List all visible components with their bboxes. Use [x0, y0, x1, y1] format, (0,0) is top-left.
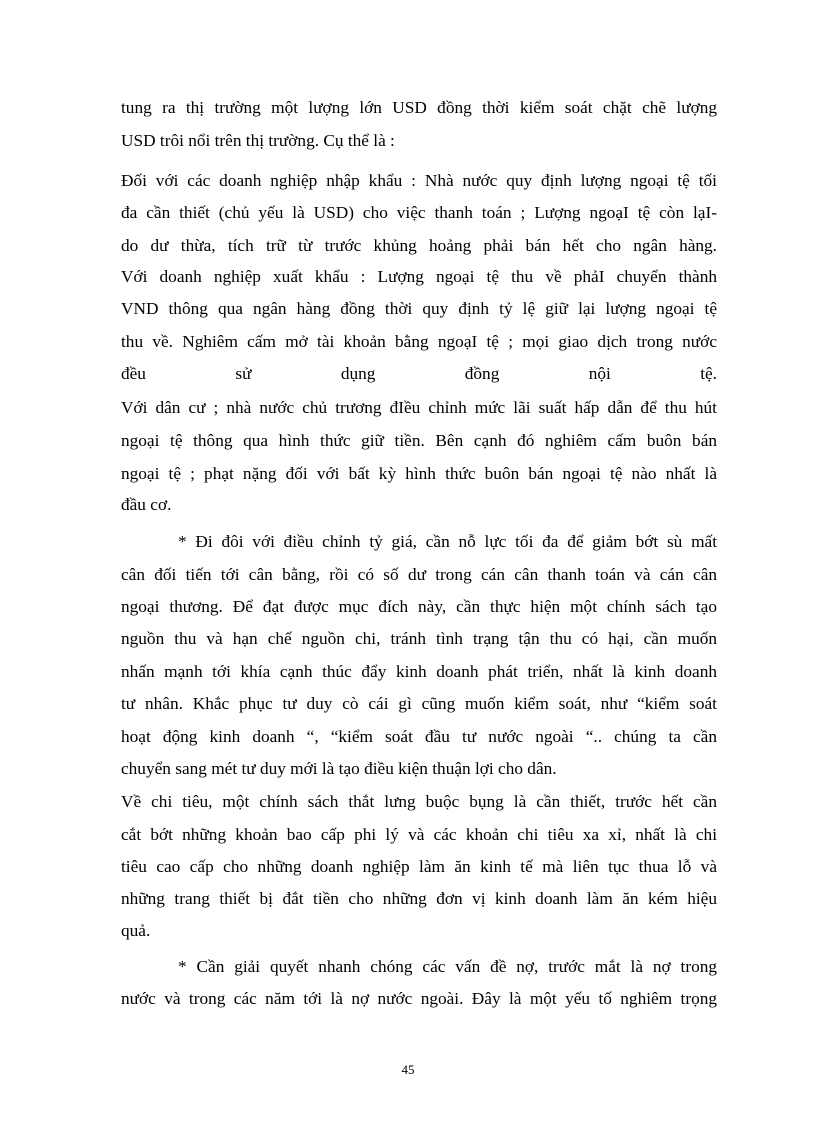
- text-line: cân đối tiến tới cân bằng, rồi có số dư trong cán cân thanh toán và cán cân: [121, 565, 717, 584]
- text-line: tiêu cao cấp cho những doanh nghiệp làm ăn kinh tế mà liên tục thua lỗ và: [121, 857, 717, 876]
- text-line: Về chi tiêu, một chính sách thắt lưng buộc bụng là cần thiết, trước hết cần: [121, 792, 717, 811]
- text-line: Với doanh nghiệp xuất khẩu : Lượng ngoại tệ thu về phảI chuyển thành: [121, 267, 717, 286]
- text-line: Đối với các doanh nghiệp nhập khẩu : Nhà nước quy định lượng ngoại tệ tối: [121, 171, 717, 190]
- text-line: tung ra thị trường một lượng lớn USD đồng thời kiểm soát chặt chẽ lượng: [121, 98, 717, 117]
- text-line: ngoại tệ thông qua hình thức giữ tiền. Bên cạnh đó nghiêm cấm buôn bán: [121, 431, 717, 450]
- text-line: cắt bớt những khoản bao cấp phi lý và các khoản chi tiêu xa xỉ, nhất là chi: [121, 825, 717, 844]
- text-line: hoạt động kinh doanh “, “kiểm soát đầu tư nước ngoài “.. chúng ta cần: [121, 727, 717, 746]
- text-line: Với dân cư ; nhà nước chủ trương đIều chỉnh mức lãi suất hấp dẫn để thu hút: [121, 398, 717, 417]
- text-line: USD trôi nổi trên thị trường. Cụ thể là :: [121, 131, 395, 150]
- text-line: nguồn thu và hạn chế nguồn chi, tránh tình trạng tận thu có hại, cần muốn: [121, 629, 717, 648]
- text-line: thu về. Nghiêm cấm mở tài khoản bằng ngoạI tệ ; mọi giao dịch trong nước: [121, 332, 717, 351]
- text-line: nước và trong các năm tới là nợ nước ngoài. Đây là một yếu tố nghiêm trọng: [121, 989, 717, 1008]
- text-line: ngoại thương. Để đạt được mục đích này, cần thực hiện một chính sách tạo: [121, 597, 717, 616]
- text-line: * Cần giải quyết nhanh chóng các vấn đề nợ, trước mắt là nợ trong: [178, 957, 717, 976]
- text-line: do dư thừa, tích trữ từ trước khủng hoảng phải bán hết cho ngân hàng.: [121, 236, 717, 255]
- text-line: những trang thiết bị đắt tiền cho những đơn vị kinh doanh làm ăn kém hiệu: [121, 889, 717, 908]
- text-line: VND thông qua ngân hàng đồng thời quy định tỷ lệ giữ lại lượng ngoại tệ: [121, 299, 717, 318]
- text-line: đều sử dụng đồng nội tệ.: [121, 364, 717, 383]
- text-line: chuyển sang mét tư duy mới là tạo điều kiện thuận lợi cho dân.: [121, 759, 557, 778]
- text-line: tư nhân. Khắc phục tư duy cò cái gì cũng muốn kiểm soát, như “kiểm soát: [121, 694, 717, 713]
- text-line: * Đi đôi với điều chỉnh tỷ giá, cần nỗ lực tối đa để giảm bớt sù mất: [178, 532, 717, 551]
- text-line: quả.: [121, 921, 151, 940]
- text-line: đầu cơ.: [121, 495, 172, 514]
- text-line: ngoại tệ ; phạt nặng đối với bất kỳ hình thức buôn bán ngoại tệ nào nhất là: [121, 464, 717, 483]
- page-number: 45: [401, 1062, 415, 1077]
- text-line: đa cần thiết (chủ yếu là USD) cho việc thanh toán ; Lượng ngoạI tệ còn lạI-: [121, 203, 717, 222]
- text-line: nhấn mạnh tới khía cạnh thúc đẩy kinh doanh phát triển, nhất là kinh doanh: [121, 662, 717, 681]
